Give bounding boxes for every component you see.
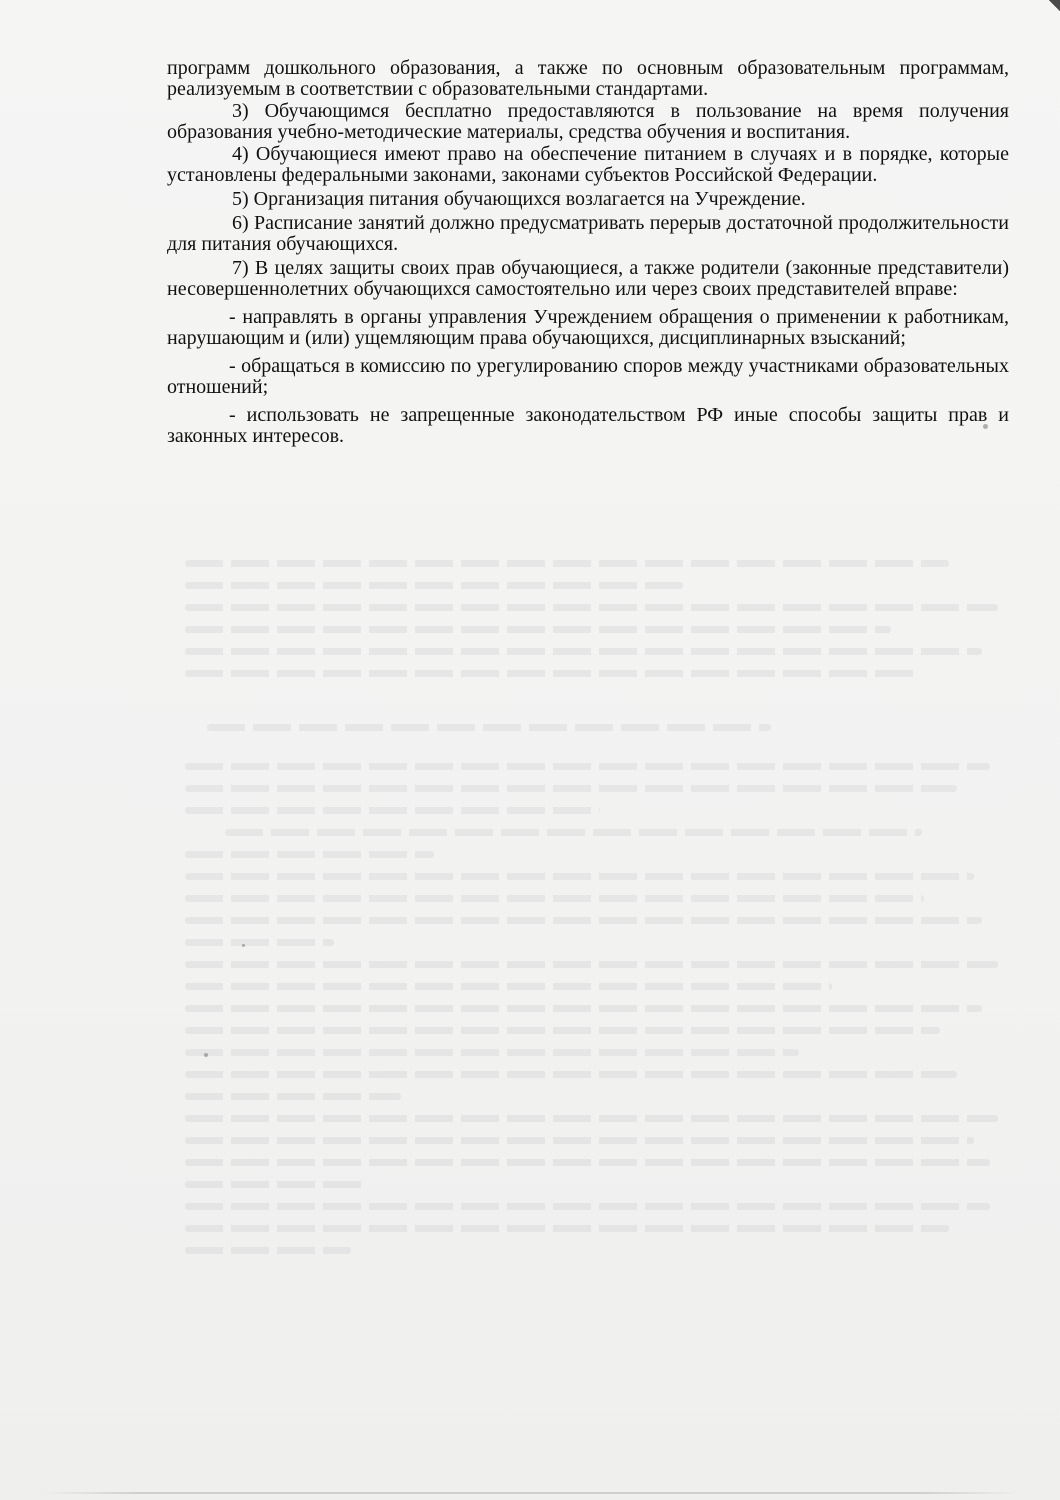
- list-item-other-methods: - использовать не запрещенные законодательством РФ иные способы защиты прав и законных интересов.: [167, 404, 1009, 447]
- paragraph-item-7: 7) В целях защиты своих прав обучающиеся, а также родители (законные представители) несовершеннолетних обучающихся самостоятельно или через своих представителей вправе:: [167, 257, 1009, 300]
- bleed-through-text: [185, 560, 1015, 1340]
- paragraph-item-4: 4) Обучающиеся имеют право на обеспечение питанием в случаях и в порядке, которые установлены федеральными законами, законами субъектов Российской Федерации.: [167, 143, 1009, 186]
- paragraph-item-5: 5) Организация питания обучающихся возлагается на Учреждение.: [232, 188, 806, 210]
- scan-corner-shadow: [1046, 0, 1060, 14]
- paragraph-item-3: 3) Обучающимся бесплатно предоставляются в пользование на время получения образования учебно-методические материалы, средства обучения и воспитания.: [167, 100, 1009, 143]
- scan-bottom-edge: [40, 1492, 1020, 1494]
- paragraph-item-6: 6) Расписание занятий должно предусматривать перерыв достаточной продолжительности для питания обучающихся.: [167, 212, 1009, 255]
- paragraph-continuation: программ дошкольного образования, а также по основным образовательным программам, реализуемым в соответствии с образовательными стандартами.: [167, 57, 1009, 100]
- list-item-dispute-commission: - обращаться в комиссию по урегулированию споров между участниками образовательных отношений;: [167, 355, 1009, 398]
- list-item-direct-appeals: - направлять в органы управления Учреждением обращения о применении к работникам, нарушающим и (или) ущемляющим права обучающихся, дисциплинарных взысканий;: [167, 306, 1009, 349]
- scan-speck: [204, 1053, 208, 1057]
- document-text: [167, 58, 1009, 447]
- scan-speck: [242, 944, 245, 947]
- scan-speck: [983, 424, 988, 429]
